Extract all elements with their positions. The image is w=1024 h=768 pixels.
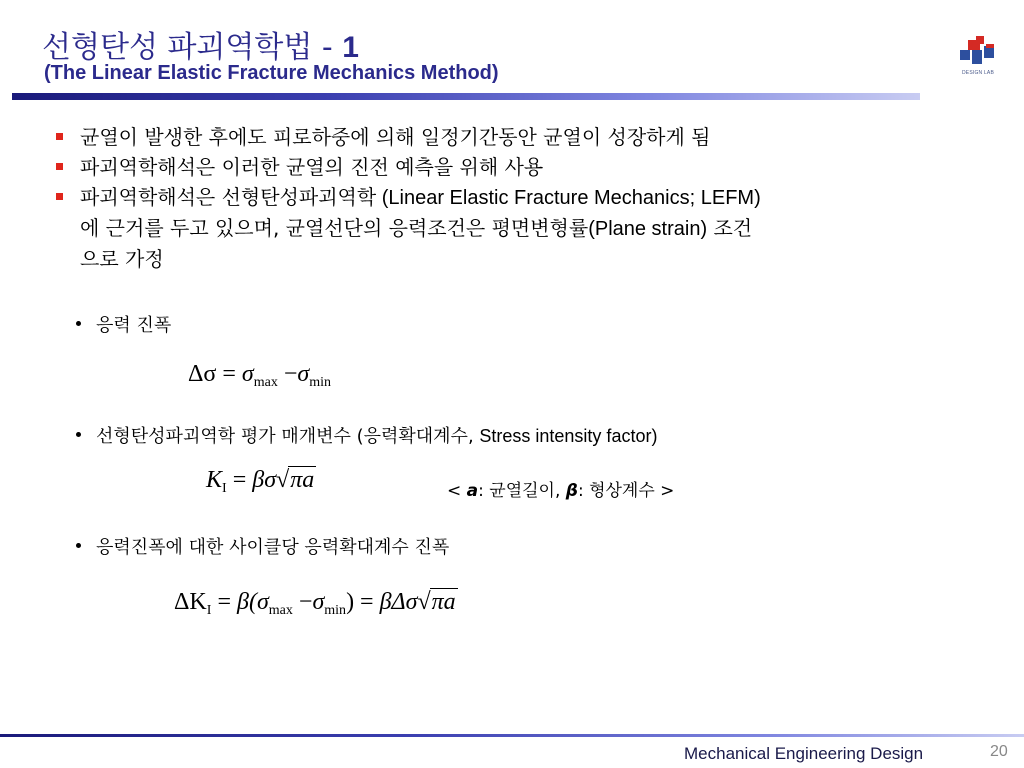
eq-term: σ	[312, 589, 325, 615]
bullet-text: 에 근거를 두고 있으며, 균열선단의 응력조건은 평면변형률	[80, 216, 589, 240]
bullet-text: 파괴역학해석은 선형탄성파괴역학	[80, 185, 377, 209]
course-name: Mechanical Engineering Design	[684, 744, 924, 763]
eq-term: πa	[431, 589, 456, 615]
bullet-square-icon	[56, 133, 63, 140]
legend-bracket: <	[447, 481, 467, 501]
sub-bullet-text-en: Stress intensity factor)	[479, 426, 658, 446]
slide-title	[42, 22, 359, 66]
bullet-text: 조건	[707, 216, 753, 240]
sub-bullet-text: 응력 진폭	[96, 315, 172, 336]
bullet-dot-icon	[76, 543, 81, 548]
bullet-square-icon	[56, 193, 63, 200]
eq-operator: −	[298, 589, 313, 615]
legend-text: : 균열길이,	[478, 481, 566, 501]
legend-symbol-a: a	[466, 481, 479, 501]
eq-subscript: max	[268, 603, 293, 618]
eq-term: σ	[297, 361, 310, 387]
slide-title-number: 1	[342, 31, 359, 64]
radical-sign: √	[417, 589, 431, 615]
eq-term: σ	[256, 589, 269, 615]
eq-term: σ	[264, 467, 277, 493]
eq-operator: −	[283, 361, 298, 387]
equation-stress-range	[188, 361, 331, 391]
sub-bullet-item	[76, 311, 171, 337]
legend-symbol-beta: β	[565, 481, 578, 501]
eq-term: Δσ	[188, 361, 217, 387]
eq-subscript: min	[309, 375, 332, 390]
legend-text: : 형상계수 >	[577, 481, 675, 501]
bullet-dot-icon	[76, 321, 81, 326]
page-number: 20	[990, 743, 1008, 760]
eq-term: σ	[241, 361, 254, 387]
bullet-square-icon	[56, 163, 63, 170]
eq-subscript: I	[222, 481, 227, 496]
eq-subscript: max	[253, 375, 278, 390]
bullet-item	[56, 122, 976, 152]
slide-subtitle: (The Linear Elastic Fracture Mechanics Method)	[44, 62, 499, 84]
title-divider	[12, 93, 920, 100]
bullet-dot-icon	[76, 432, 81, 437]
eq-operator: =	[222, 361, 236, 387]
eq-term: βΔσ	[379, 589, 418, 615]
eq-term: β	[252, 467, 265, 493]
eq-term: β(	[236, 589, 257, 615]
eq-subscript: min	[324, 603, 347, 618]
bullet-item	[56, 182, 976, 274]
bullet-text: 파괴역학해석은 이러한 균열의 진전 예측을 위해 사용	[80, 155, 544, 179]
sub-bullet-text: 응력진폭에 대한 사이클당 응력확대계수 진폭	[96, 537, 450, 558]
eq-operator: =	[217, 589, 231, 615]
radicand	[430, 588, 458, 616]
sub-bullet-text: 선형탄성파괴역학 평가 매개변수 (응력확대계수,	[96, 426, 480, 447]
bullet-text-en: (Linear Elastic Fracture Mechanics; LEFM)	[376, 187, 761, 209]
bullet-text: 균열이 발생한 후에도 피로하중에 의해 일정기간동안 균열이 성장하게 됨	[80, 125, 711, 149]
main-bullet-list	[56, 122, 976, 274]
sub-bullet-item	[76, 422, 657, 448]
eq-subscript: I	[206, 603, 212, 618]
radicand	[288, 466, 316, 494]
bullet-text: 으로 가정	[80, 247, 164, 271]
footer-divider	[0, 734, 1024, 737]
bullet-text-en: (Plane strain)	[588, 218, 708, 240]
eq-operator: =	[232, 467, 247, 493]
sub-bullet-item	[76, 533, 449, 559]
slide-title-korean: 선형탄성 파괴역학법 -	[42, 30, 333, 65]
eq-operator: ) =	[346, 589, 374, 615]
radical-sign: √	[276, 467, 290, 493]
logo-caption: DESIGN LAB	[961, 70, 994, 76]
eq-term: ΔK	[174, 589, 207, 615]
equation-stress-intensity	[206, 466, 316, 497]
bullet-item	[56, 152, 976, 182]
equation-stress-intensity-range	[174, 588, 458, 619]
variable-legend	[447, 476, 674, 501]
eq-term: πa	[290, 467, 315, 493]
eq-term: K	[206, 467, 223, 493]
